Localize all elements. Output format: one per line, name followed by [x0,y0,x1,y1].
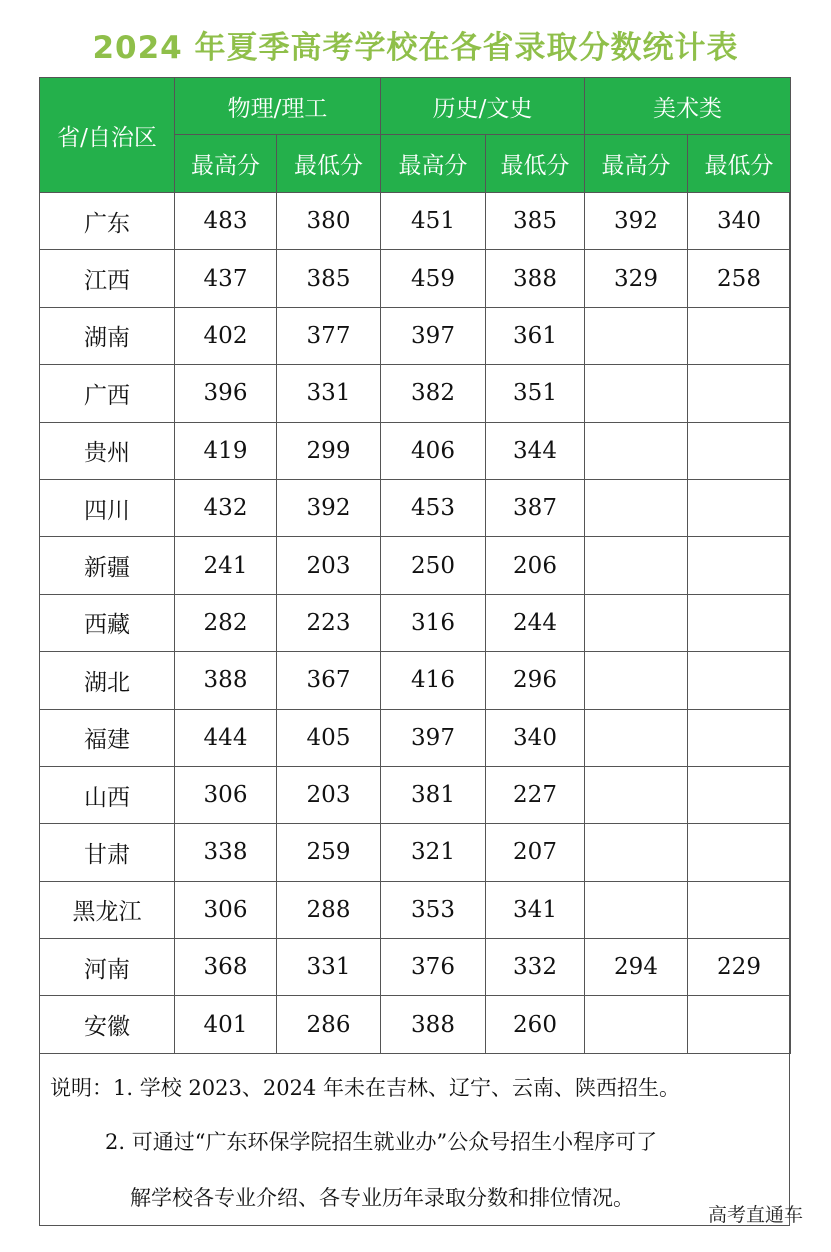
score-cell [585,594,688,651]
score-cell [585,652,688,709]
score-cell: 316 [381,594,486,651]
header-max-score: 最高分 [585,135,688,193]
header-max-score: 最高分 [381,135,486,193]
score-cell [688,537,791,594]
table-row [40,307,791,364]
score-cell: 329 [585,250,688,307]
table-row [40,250,791,307]
score-cell: 294 [585,939,688,996]
score-cell: 437 [175,250,277,307]
score-cell: 331 [277,939,381,996]
header-group-physics: 物理/理工 [175,78,381,135]
note-line: 说明：1. 学校 2023、2024 年未在吉林、辽宁、云南、陕西招生。 [50,1076,680,1100]
score-cell: 402 [175,307,277,364]
score-cell: 351 [486,365,585,422]
score-cell: 206 [486,537,585,594]
score-cell: 207 [486,824,585,881]
score-cell: 401 [175,996,277,1053]
score-cell: 432 [175,479,277,536]
header-min-score: 最低分 [688,135,791,193]
score-cell: 367 [277,652,381,709]
score-cell: 451 [381,193,486,250]
province-cell: 新疆 [40,537,175,594]
score-cell: 388 [175,652,277,709]
score-cell: 341 [486,881,585,938]
province-cell: 黑龙江 [40,881,175,938]
score-cell: 405 [277,709,381,766]
province-cell: 四川 [40,479,175,536]
score-cell: 385 [277,250,381,307]
score-cell: 203 [277,537,381,594]
score-cell: 392 [585,193,688,250]
score-cell [585,996,688,1053]
score-cell [585,881,688,938]
score-cell: 259 [277,824,381,881]
score-cell [688,996,791,1053]
table-row [40,537,791,594]
province-cell: 江西 [40,250,175,307]
score-cell [688,709,791,766]
score-cell: 288 [277,881,381,938]
score-cell: 388 [381,996,486,1053]
score-cell: 331 [277,365,381,422]
table-row [40,365,791,422]
score-cell: 344 [486,422,585,479]
score-cell: 376 [381,939,486,996]
score-cell: 306 [175,881,277,938]
header-group-art: 美术类 [585,78,791,135]
score-cell: 321 [381,824,486,881]
score-cell: 229 [688,939,791,996]
score-cell: 382 [381,365,486,422]
header-group-history: 历史/文史 [381,78,585,135]
score-cell: 385 [486,193,585,250]
score-cell: 353 [381,881,486,938]
score-table [39,77,791,1054]
table-row [40,996,791,1053]
score-cell: 397 [381,709,486,766]
watermark: 高考直通车 [707,1204,803,1226]
score-cell: 361 [486,307,585,364]
note-line: 解学校各专业介绍、各专业历年录取分数和排位情况。 [130,1186,634,1210]
score-cell: 381 [381,766,486,823]
score-cell: 396 [175,365,277,422]
score-cell [688,479,791,536]
province-cell: 山西 [40,766,175,823]
score-cell: 368 [175,939,277,996]
score-cell: 250 [381,537,486,594]
table-row [40,939,791,996]
score-cell: 340 [688,193,791,250]
province-cell: 甘肃 [40,824,175,881]
score-cell: 306 [175,766,277,823]
score-cell: 203 [277,766,381,823]
score-cell [585,365,688,422]
score-cell: 419 [175,422,277,479]
score-cell: 392 [277,479,381,536]
score-cell: 453 [381,479,486,536]
score-cell [688,881,791,938]
score-cell: 416 [381,652,486,709]
score-cell: 340 [486,709,585,766]
score-cell [585,479,688,536]
table-row [40,652,791,709]
score-cell: 444 [175,709,277,766]
score-cell: 227 [486,766,585,823]
score-cell: 296 [486,652,585,709]
province-cell: 河南 [40,939,175,996]
score-cell: 286 [277,996,381,1053]
score-cell: 260 [486,996,585,1053]
score-cell: 377 [277,307,381,364]
score-cell: 483 [175,193,277,250]
province-cell: 西藏 [40,594,175,651]
table-body [40,193,791,1054]
header-min-score: 最低分 [277,135,381,193]
province-cell: 福建 [40,709,175,766]
table-row [40,479,791,536]
score-cell [688,307,791,364]
score-cell [585,766,688,823]
score-cell [688,824,791,881]
province-cell: 湖北 [40,652,175,709]
province-cell: 广西 [40,365,175,422]
note-line: 2. 可通过“广东环保学院招生就业办”公众号招生小程序可了 [105,1130,658,1154]
score-cell: 258 [688,250,791,307]
header-min-score: 最低分 [486,135,585,193]
score-cell [688,594,791,651]
score-cell: 241 [175,537,277,594]
score-cell [585,307,688,364]
table-row [40,766,791,823]
score-cell: 380 [277,193,381,250]
score-cell [585,824,688,881]
score-cell [585,709,688,766]
score-cell: 282 [175,594,277,651]
score-cell: 387 [486,479,585,536]
score-cell [688,422,791,479]
table-row [40,824,791,881]
province-cell: 湖南 [40,307,175,364]
score-cell: 338 [175,824,277,881]
table-row [40,709,791,766]
score-cell: 388 [486,250,585,307]
province-cell: 广东 [40,193,175,250]
score-cell: 332 [486,939,585,996]
score-cell: 299 [277,422,381,479]
province-cell: 安徽 [40,996,175,1053]
score-cell: 244 [486,594,585,651]
page-title: 2024 年夏季高考学校在各省录取分数统计表 [92,30,739,66]
score-cell [585,537,688,594]
score-cell [585,422,688,479]
header-max-score: 最高分 [175,135,277,193]
table-row [40,594,791,651]
header-region: 省/自治区 [40,78,175,193]
score-cell: 223 [277,594,381,651]
table-row [40,422,791,479]
province-cell: 贵州 [40,422,175,479]
score-cell: 459 [381,250,486,307]
table-row [40,881,791,938]
score-cell: 397 [381,307,486,364]
score-cell [688,365,791,422]
score-cell: 406 [381,422,486,479]
table-row [40,193,791,250]
score-cell [688,652,791,709]
score-cell [688,766,791,823]
